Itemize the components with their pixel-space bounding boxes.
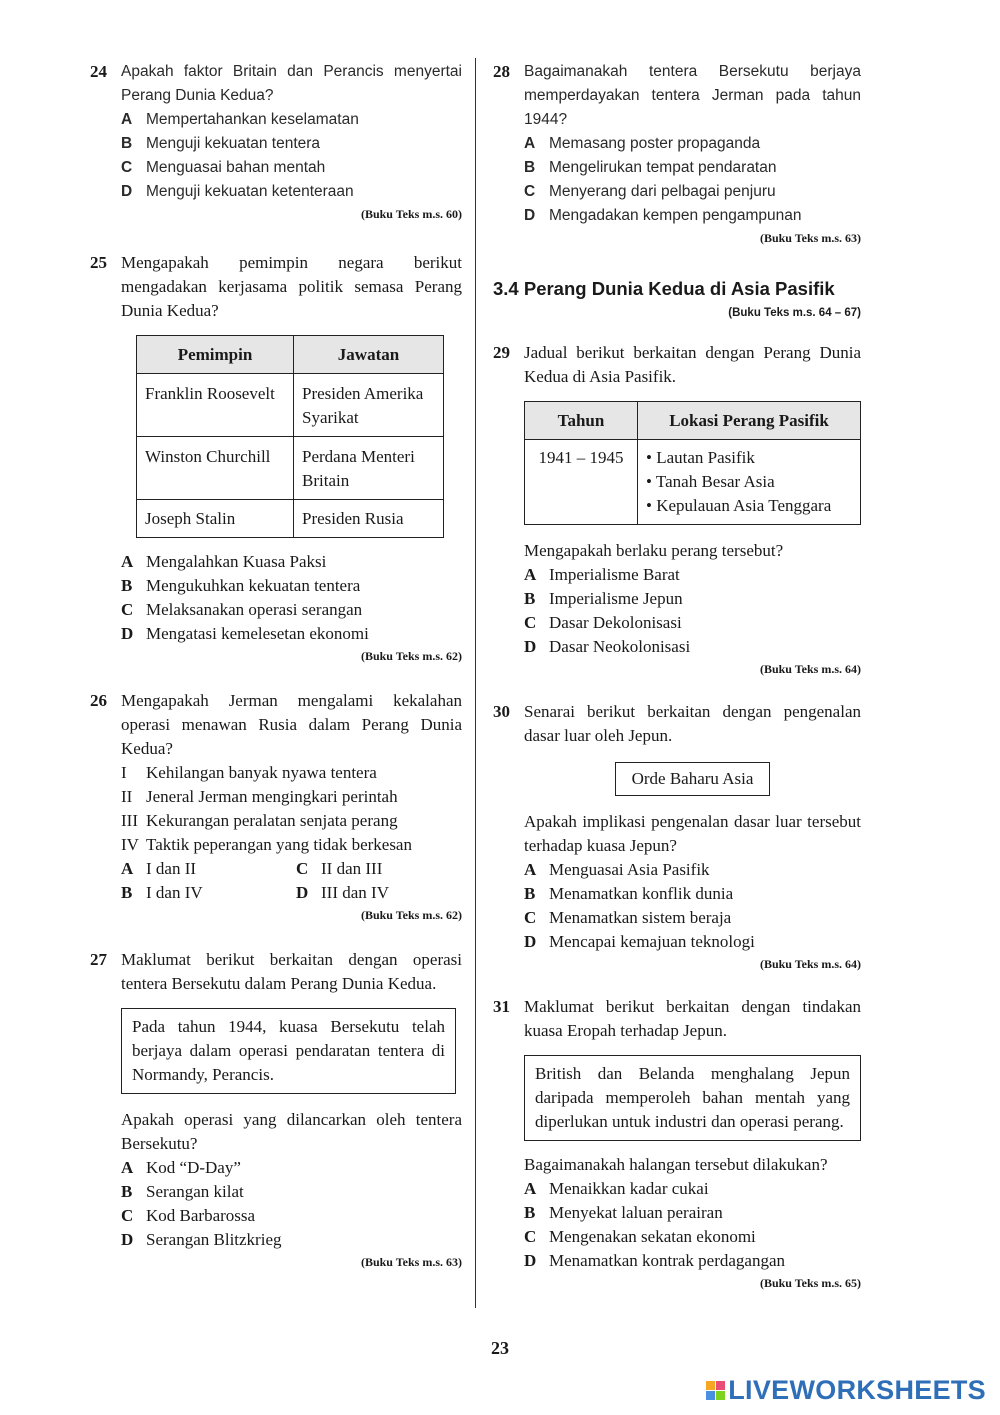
option-c[interactable]: C Melaksanakan operasi serangan (121, 600, 363, 619)
option-a[interactable]: A Mengalahkan Kuasa Paksi (121, 552, 327, 571)
section-reference: (Buku Teks m.s. 64 – 67) (728, 307, 861, 319)
question-24 (90, 60, 462, 223)
textbook-reference: (Buku Teks m.s. 63) (360, 1255, 462, 1269)
table-cell: Franklin Roosevelt (137, 374, 294, 437)
table-cell: Perdana Menteri Britain (294, 437, 444, 500)
option-c[interactable]: C Dasar Dekolonisasi (524, 613, 682, 632)
option-a[interactable]: A Kod “D-Day” (121, 1158, 241, 1177)
option-c[interactable]: C Menguasai bahan mentah (121, 159, 326, 176)
option-d[interactable]: D Menamatkan kontrak perdagangan (524, 1251, 786, 1270)
option-b[interactable]: B Imperialisme Jepun (524, 589, 683, 608)
question-stem: Maklumat berikut berkaitan dengan operasi tentera Bersekutu dalam Perang Dunia Kedua. (121, 950, 462, 993)
option-a[interactable]: A Mempertahankan keselamatan (121, 111, 359, 128)
question-prompt: Apakah operasi yang dilancarkan oleh tentera Bersekutu? (121, 1110, 462, 1153)
textbook-reference: (Buku Teks m.s. 65) (759, 1276, 861, 1290)
right-column (493, 60, 861, 1292)
table-cell: Winston Churchill (137, 437, 294, 500)
info-box: British dan Belanda menghalang Jepun daripada memperoleh bahan mentah yang diperlukan untuk industri dan operasi perang. (524, 1055, 861, 1141)
location-item: • Tanah Besar Asia (646, 472, 775, 491)
table-header: Pemimpin (137, 336, 294, 374)
question-27 (90, 948, 462, 1271)
question-26 (90, 689, 462, 924)
question-stem: Bagaimanakah tentera Bersekutu berjaya memperdayakan tentera Jerman pada tahun 1944? (524, 63, 861, 128)
question-stem: Mengapakah pemimpin negara berikut mengadakan kerjasama politik semasa Perang Dunia Kedua? (121, 253, 462, 320)
option-d[interactable]: D Dasar Neokolonisasi (524, 637, 691, 656)
option-c[interactable]: C Menamatkan sistem beraja (524, 908, 732, 927)
statement-ii: II Jeneral Jerman mengingkari perintah (121, 787, 398, 806)
option-d[interactable]: D Mengatasi kemelesetan ekonomi (121, 624, 369, 643)
info-box: Pada tahun 1944, kuasa Bersekutu telah berjaya dalam operasi pendaratan tentera di Normandy, Perancis. (121, 1008, 456, 1094)
option-d[interactable]: D Mengadakan kempen pengampunan (524, 207, 802, 224)
table-header: Jawatan (294, 336, 444, 374)
question-stem: Apakah faktor Britain dan Perancis menyertai Perang Dunia Kedua? (121, 63, 462, 104)
statement-iv: IV Taktik peperangan yang tidak berkesan (121, 835, 412, 854)
policy-box: Orde Baharu Asia (615, 762, 771, 796)
location-item: • Kepulauan Asia Tenggara (646, 496, 832, 515)
brand-name: LIVEWORKSHEETS (728, 1375, 986, 1405)
question-stem: Mengapakah Jerman mengalami kekalahan operasi menawan Rusia dalam Perang Dunia Kedua? (121, 691, 462, 758)
option-d[interactable]: D Mencapai kemajuan teknologi (524, 932, 755, 951)
option-c[interactable]: C Menyerang dari pelbagai penjuru (524, 183, 776, 200)
option-c[interactable]: C Mengenakan sekatan ekonomi (524, 1227, 756, 1246)
question-number: 31 (493, 997, 510, 1016)
question-28 (493, 60, 861, 247)
option-d[interactable]: D III dan IV (296, 883, 389, 902)
question-number: 30 (493, 702, 510, 721)
question-30 (493, 700, 861, 973)
option-b[interactable]: B Serangan kilat (121, 1182, 244, 1201)
option-a[interactable]: A Menaikkan kadar cukai (524, 1179, 709, 1198)
question-number: 29 (493, 343, 510, 362)
table-cell: Presiden Rusia (294, 500, 444, 538)
textbook-reference: (Buku Teks m.s. 63) (759, 231, 861, 245)
option-d[interactable]: D Serangan Blitzkrieg (121, 1230, 282, 1249)
liveworksheets-logo[interactable] (706, 1375, 986, 1405)
table-header: Tahun (525, 402, 638, 440)
option-b[interactable]: B Menguji kekuatan tentera (121, 135, 321, 152)
option-d[interactable]: D Menguji kekuatan ketenteraan (121, 183, 354, 200)
textbook-reference: (Buku Teks m.s. 64) (759, 957, 861, 971)
leaders-table (136, 335, 444, 538)
question-number: 25 (90, 253, 107, 272)
option-a[interactable]: A Memasang poster propaganda (524, 135, 761, 152)
option-c[interactable]: C II dan III (296, 859, 383, 878)
question-25 (90, 251, 462, 665)
option-a[interactable]: A Imperialisme Barat (524, 565, 680, 584)
option-a[interactable]: A Menguasai Asia Pasifik (524, 860, 710, 879)
question-number: 28 (493, 62, 510, 81)
section-heading (493, 277, 861, 325)
question-number: 26 (90, 691, 107, 710)
statement-iii: III Kekurangan peralatan senjata perang (121, 811, 398, 830)
question-prompt: Apakah implikasi pengenalan dasar luar tersebut terhadap kuasa Jepun? (524, 812, 861, 855)
statement-i: I Kehilangan banyak nyawa tentera (121, 763, 377, 782)
textbook-reference: (Buku Teks m.s. 60) (360, 207, 462, 221)
column-divider (475, 58, 476, 1308)
option-b[interactable]: B Menyekat laluan perairan (524, 1203, 723, 1222)
table-cell-locations (638, 440, 861, 525)
question-number: 27 (90, 950, 107, 969)
options-grid (121, 857, 462, 905)
question-prompt: Bagaimanakah halangan tersebut dilakukan? (524, 1155, 828, 1174)
question-prompt: Mengapakah berlaku perang tersebut? (524, 541, 784, 560)
section-title: 3.4 Perang Dunia Kedua di Asia Pasifik (493, 278, 835, 299)
pacific-war-table (524, 401, 861, 525)
option-b[interactable]: B Menamatkan konflik dunia (524, 884, 734, 903)
option-a[interactable]: A I dan II (121, 859, 197, 878)
table-header: Lokasi Perang Pasifik (638, 402, 861, 440)
left-column (90, 60, 462, 1271)
question-stem: Maklumat berikut berkaitan dengan tindakan kuasa Eropah terhadap Jepun. (524, 997, 861, 1040)
question-stem: Senarai berikut berkaitan dengan pengenalan dasar luar oleh Jepun. (524, 702, 861, 745)
question-stem: Jadual berikut berkaitan dengan Perang Dunia Kedua di Asia Pasifik. (524, 343, 861, 386)
table-cell: Presiden Amerika Syarikat (294, 374, 444, 437)
option-b[interactable]: B Mengukuhkan kekuatan tentera (121, 576, 361, 595)
textbook-reference: (Buku Teks m.s. 64) (759, 662, 861, 676)
location-item: • Lautan Pasifik (646, 448, 755, 467)
table-cell: Joseph Stalin (137, 500, 294, 538)
question-31 (493, 995, 861, 1292)
option-b[interactable]: B Mengelirukan tempat pendaratan (524, 159, 777, 176)
table-cell-year: 1941 – 1945 (525, 440, 638, 525)
textbook-reference: (Buku Teks m.s. 62) (360, 908, 462, 922)
textbook-reference: (Buku Teks m.s. 62) (360, 649, 462, 663)
page-number: 23 (491, 1338, 509, 1358)
logo-icon (706, 1381, 725, 1400)
option-c[interactable]: C Kod Barbarossa (121, 1206, 256, 1225)
question-number: 24 (90, 62, 107, 81)
option-b[interactable]: B I dan IV (121, 883, 203, 902)
question-29 (493, 341, 861, 678)
